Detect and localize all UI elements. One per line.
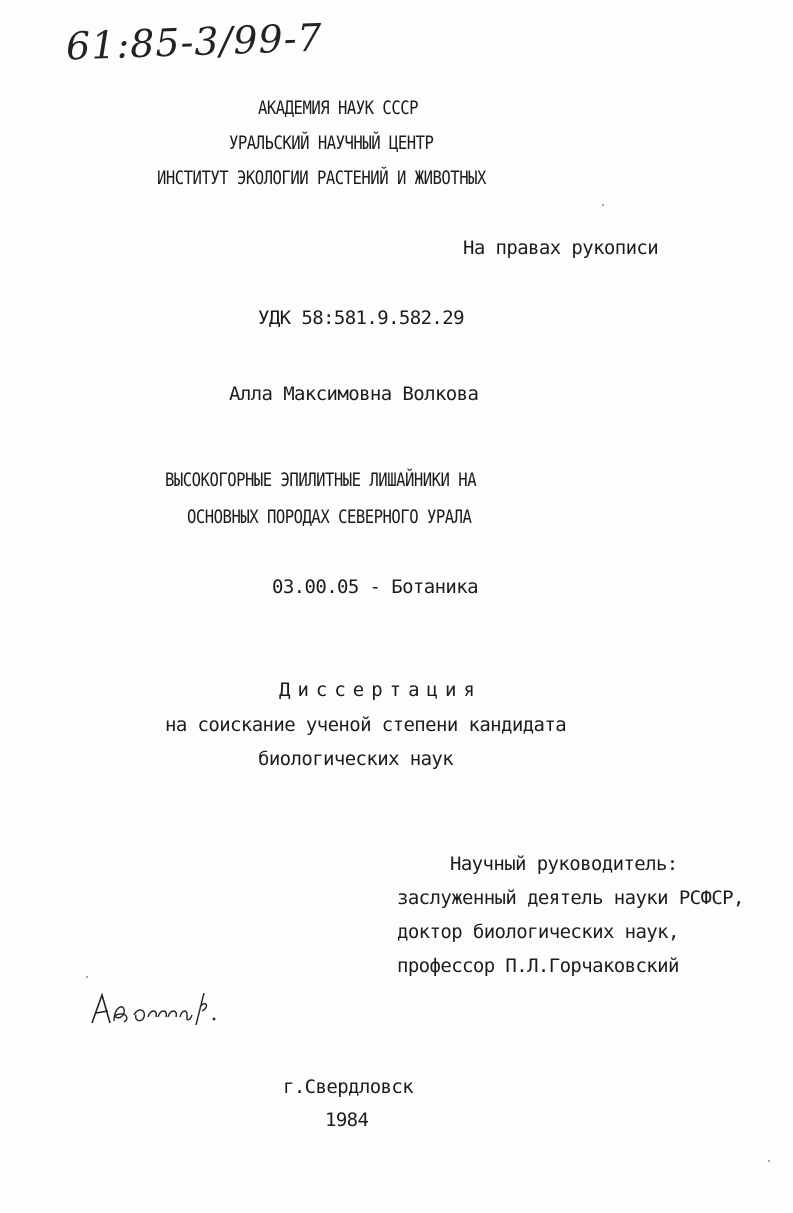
dissertation-title-line-2: ОСНОВНЫХ ПОРОДАХ СЕВЕРНОГО УРАЛА	[187, 506, 472, 528]
specialty-code: 03.00.05 - Ботаника	[272, 576, 478, 598]
author-name: Алла Максимовна Волкова	[229, 383, 479, 405]
manuscript-rights-note: На правах рукописи	[463, 237, 659, 259]
dissertation-title-line-1: ВЫСОКОГОРНЫЕ ЭПИЛИТНЫЕ ЛИШАЙНИКИ НА	[165, 469, 477, 491]
year: 1984	[325, 1109, 369, 1131]
udc-code: УДК 58:581.9.582.29	[258, 307, 464, 329]
city: г.Свердловск	[283, 1076, 414, 1098]
supervisor-label: Научный руководитель:	[450, 853, 678, 875]
institution-line-2: УРАЛЬСКИЙ НАУЧНЫЙ ЦЕНТР	[229, 132, 434, 154]
institution-line-1: АКАДЕМИЯ НАУК СССР	[258, 97, 418, 119]
supervisor-name: профессор П.Л.Горчаковский	[397, 955, 679, 977]
degree-line-3: биологических наук	[258, 748, 454, 770]
scan-speck	[86, 976, 88, 978]
archive-code: 61:85-3/99-7	[65, 15, 324, 69]
institution-line-3: ИНСТИТУТ ЭКОЛОГИИ РАСТЕНИЙ И ЖИВОТНЫХ	[157, 167, 486, 189]
supervisor-title-2: доктор биологических наук,	[397, 921, 679, 943]
author-signature	[86, 985, 226, 1035]
scan-speck	[602, 204, 604, 206]
degree-line-2: на соискание ученой степени кандидата	[165, 714, 567, 736]
supervisor-title-1: заслуженный деятель науки РСФСР,	[397, 887, 744, 909]
scan-speck	[768, 1160, 770, 1162]
document-type: Диссертация	[279, 679, 482, 701]
